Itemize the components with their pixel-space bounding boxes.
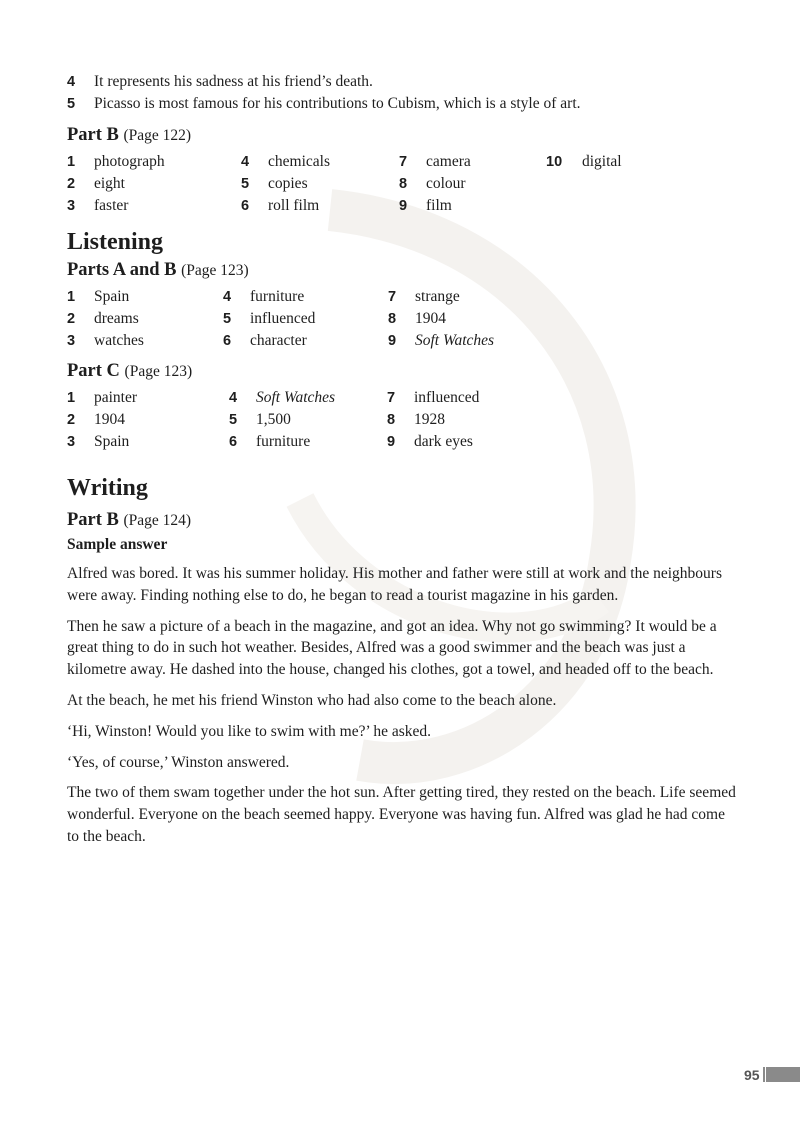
item-text: colour [426, 175, 466, 192]
item-number: 5 [229, 412, 238, 428]
page-reference: (Page 123) [124, 363, 193, 380]
answer-item [67, 286, 223, 308]
item-number: 9 [399, 198, 408, 214]
section-heading-part-c [67, 358, 737, 385]
item-number: 8 [387, 412, 396, 428]
item-text: Spain [94, 288, 130, 305]
item-number: 4 [223, 289, 232, 305]
item-text: roll film [268, 197, 320, 214]
item-number: 3 [67, 333, 76, 349]
section-heading-listening: Listening [67, 229, 164, 255]
answer-item [67, 195, 241, 217]
item-number: 5 [223, 311, 232, 327]
answer-item [241, 195, 399, 217]
answer-item [388, 286, 548, 308]
item-number: 4 [67, 74, 76, 90]
page-number-bar [766, 1067, 800, 1082]
answer-item [387, 409, 547, 431]
answer-item [388, 308, 548, 330]
page-reference: (Page 124) [123, 512, 192, 529]
answer-item [229, 409, 387, 431]
item-text: watches [94, 332, 144, 349]
sample-answer-label: Sample answer [67, 536, 168, 553]
section-title: Part B [67, 125, 119, 145]
item-text: film [426, 197, 452, 214]
answer-item [241, 151, 399, 173]
item-text: Picasso is most famous for his contributions to Cubism, which is a style of art. [94, 95, 581, 112]
item-number: 2 [67, 412, 76, 428]
item-number: 6 [223, 333, 232, 349]
empty-cell [546, 195, 696, 217]
item-text: It represents his sadness at his friend’s death. [94, 73, 373, 90]
paragraph: At the beach, he met his friend Winston who had also come to the beach alone. [67, 691, 557, 709]
paragraph: Then he saw a picture of a beach in the magazine, and got an idea. Why not go swimming? It would be a great thing to do in such hot weather. Besides, Alfred was a good swimmer and the beach was just a kilometre away. He dashed into the house, changed his clothes, got a towel, and headed off to the beach. [67, 617, 717, 679]
item-text: strange [415, 288, 460, 305]
answer-grid [67, 286, 737, 352]
section-heading-writing: Writing [67, 475, 148, 501]
answer-item [223, 308, 388, 330]
answer-item [229, 431, 387, 453]
paragraph: Alfred was bored. It was his summer holiday. His mother and father were still at work and the neighbours were away. Finding nothing else to do, he began to read a tourist magazine in his garden. [67, 565, 722, 604]
item-text: furniture [250, 288, 305, 305]
item-text: painter [94, 389, 138, 406]
item-number: 2 [67, 311, 76, 327]
item-text: Soft Watches [415, 332, 495, 349]
item-text: 1,500 [256, 411, 291, 428]
item-text: character [250, 332, 307, 349]
item-text: dreams [94, 310, 139, 327]
item-text: chemicals [268, 153, 330, 170]
item-text: influenced [414, 389, 480, 406]
item-number: 3 [67, 198, 76, 214]
item-number: 9 [388, 333, 397, 349]
answer-item [387, 387, 547, 409]
section-heading-part-b [67, 122, 737, 149]
item-text: faster [94, 197, 129, 214]
item-text: Soft Watches [256, 389, 336, 406]
answer-item [229, 387, 387, 409]
paragraph: The two of them swam together under the hot sun. After getting tired, they rested on the beach. Life seemed wonderful. Everyone on the beach seemed happy. Everyone was having fun. Alfred was glad he had come to the beach. [67, 784, 736, 845]
answer-item [67, 151, 241, 173]
answer-item [67, 173, 241, 195]
page-reference: (Page 122) [123, 127, 192, 144]
item-number: 1 [67, 289, 76, 305]
item-number: 1 [67, 154, 76, 170]
item-number: 2 [67, 176, 76, 192]
page-reference: (Page 123) [181, 262, 249, 279]
answer-item [67, 409, 229, 431]
page-number: 95 [744, 1067, 760, 1083]
answer-item [241, 173, 399, 195]
answer-item [67, 308, 223, 330]
item-number: 7 [387, 390, 396, 406]
answer-item [399, 195, 546, 217]
answer-item [67, 71, 737, 93]
item-text: digital [582, 153, 622, 170]
section-title: Part C [67, 361, 120, 381]
section-title: Parts A and B [67, 260, 177, 280]
item-text: furniture [256, 433, 311, 450]
item-text: dark eyes [414, 433, 473, 450]
answer-grid [67, 387, 737, 453]
item-number: 8 [399, 176, 408, 192]
empty-cell [546, 173, 696, 195]
item-number: 6 [229, 434, 238, 450]
paragraph: ‘Hi, Winston! Would you like to swim with me?’ he asked. [67, 722, 432, 740]
item-number: 4 [241, 154, 250, 170]
item-number: 6 [241, 198, 250, 214]
item-text: 1904 [415, 310, 446, 327]
item-text: influenced [250, 310, 316, 327]
answer-item [67, 330, 223, 352]
item-text: 1904 [94, 411, 125, 428]
answer-item [223, 286, 388, 308]
item-number: 10 [546, 154, 563, 170]
answer-item [399, 151, 546, 173]
answer-item [67, 387, 229, 409]
item-text: eight [94, 175, 125, 192]
item-number: 4 [229, 390, 238, 406]
item-number: 3 [67, 434, 76, 450]
item-number: 8 [388, 311, 397, 327]
item-text: 1928 [414, 411, 445, 428]
answer-item [387, 431, 547, 453]
answer-item [546, 151, 696, 173]
item-number: 5 [67, 96, 76, 112]
item-text: camera [426, 153, 471, 170]
item-text: photograph [94, 153, 165, 170]
item-number: 1 [67, 390, 76, 406]
section-title: Part B [67, 510, 119, 530]
answer-item [388, 330, 548, 352]
item-text: copies [268, 175, 308, 192]
answer-item [67, 431, 229, 453]
answer-item [223, 330, 388, 352]
item-number: 9 [387, 434, 396, 450]
item-number: 7 [399, 154, 408, 170]
page-number-separator [763, 1067, 765, 1082]
item-text: Spain [94, 433, 130, 450]
paragraph: ‘Yes, of course,’ Winston answered. [67, 753, 290, 771]
section-heading-writing-part-b [67, 507, 737, 534]
answer-item [67, 93, 737, 115]
answer-grid [67, 151, 737, 217]
item-number: 7 [388, 289, 397, 305]
answer-item [399, 173, 546, 195]
section-heading-parts-a-b [67, 257, 737, 284]
item-number: 5 [241, 176, 250, 192]
